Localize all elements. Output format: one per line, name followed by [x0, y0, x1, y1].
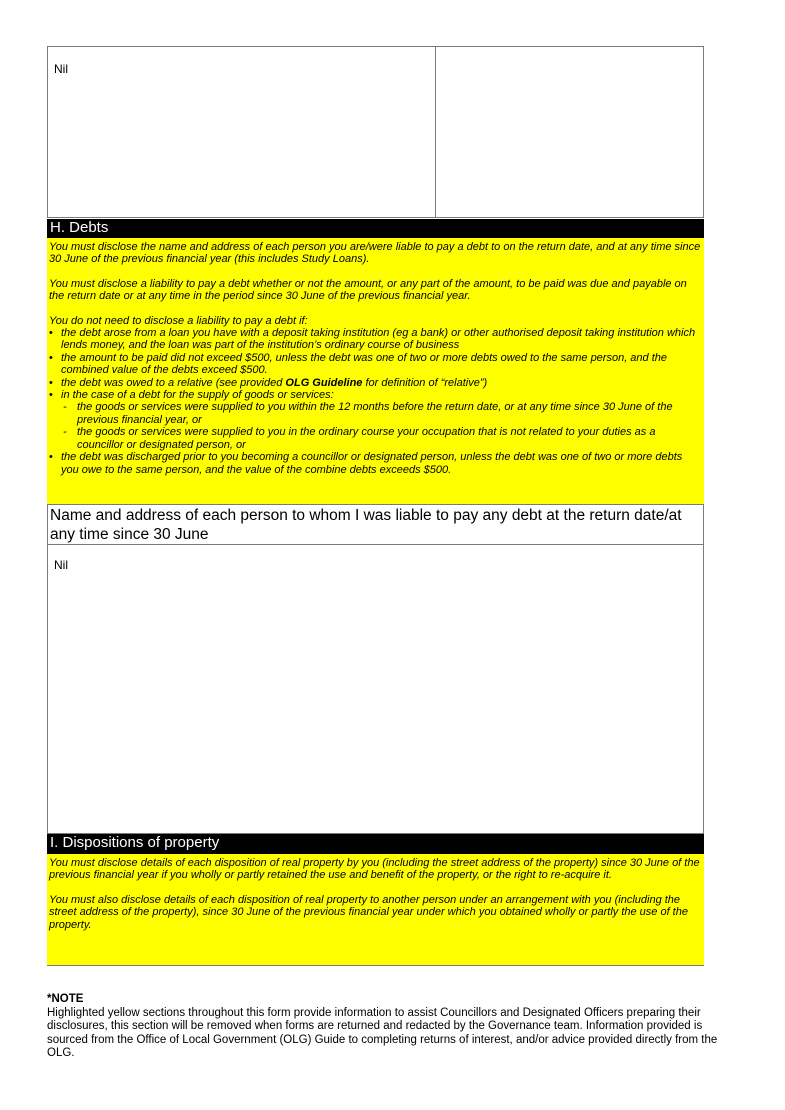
list-item — [49, 377, 702, 389]
sub-list-item — [49, 426, 702, 451]
list-item — [49, 327, 702, 352]
bullet-text: the amount to be paid did not exceed $500, unless the debt was one of two or more debts owed to the same person, and the combined value of the debts exceed $500. — [61, 351, 668, 377]
section-i-header — [47, 834, 704, 854]
list-item — [49, 389, 702, 401]
section-h-guidance — [47, 238, 704, 504]
section-i-title: I. Dispositions of property — [50, 834, 220, 851]
dash-text: the goods or services were supplied to you within the 12 months before the return date, or at any time since 30 June of the previous financial year, or — [77, 401, 673, 426]
top-left-cell — [47, 46, 436, 218]
list-item — [49, 352, 702, 377]
guidance-para-2: You must disclose a liability to pay a debt whether or not the amount, or any part of the amount, to be paid was due and payable on the return date or at any time in the period since 30 June of the previous financial year. — [49, 277, 687, 303]
top-left-value: Nil — [54, 62, 68, 76]
olg-guideline-emphasis: OLG Guideline — [285, 376, 363, 389]
debts-answer-field[interactable] — [47, 544, 704, 834]
guidance-intro: You do not need to disclose a liability to pay a debt if: — [49, 314, 308, 327]
bullet-marker: • — [49, 327, 53, 340]
bullet-marker: • — [49, 376, 53, 389]
section-i-guidance — [47, 854, 704, 965]
top-right-cell — [435, 46, 704, 218]
section-i-bottom-border — [47, 965, 704, 966]
guidance-para-1: You must disclose the name and address of each person you are/were liable to pay a debt to on the return date, and at any time since 30 June of the previous financial year (this includes Study Loans). — [49, 241, 701, 266]
bullet-text-post: for definition of “relative”) — [362, 376, 488, 389]
bullet-text-pre: the debt was owed to a relative (see provided — [61, 376, 286, 389]
note-heading: *NOTE — [47, 993, 84, 1005]
guidance-para-1: You must disclose details of each disposition of real property by you (including the street address of the property) since 30 June of the previous financial year if you wholly or partly retained the use and benefit of the property, or the right to re-acquire it. — [49, 857, 700, 882]
bullet-marker: • — [49, 351, 53, 364]
section-h-header — [47, 219, 704, 238]
section-h-title: H. Debts — [50, 219, 109, 236]
dash-marker: - — [63, 401, 67, 414]
bullet-text: the debt arose from a loan you have with a deposit taking institution (eg a bank) or other authorised deposit taking institution which lends money, and the loan was part of the institution’s ordinary course of business — [61, 327, 696, 352]
guidance-para-2: You must also disclose details of each disposition of real property to another person under an arrangement with you (including the street address of the property), since 30 June of the previous financial year under which you obtained wholly or partly the use of the property. — [49, 893, 688, 931]
debts-question-header — [47, 504, 704, 545]
debts-answer-value: Nil — [54, 558, 68, 572]
bullet-text: in the case of a debt for the supply of goods or services: — [61, 389, 334, 402]
list-item — [49, 451, 702, 476]
dash-marker: - — [63, 426, 67, 439]
note-block — [47, 993, 737, 1061]
bullet-text — [61, 377, 487, 389]
bullet-marker: • — [49, 389, 53, 402]
bullet-marker: • — [49, 451, 53, 464]
dash-text: the goods or services were supplied to you in the ordinary course your occupation that is not related to your duties as a councillor or designated person, or — [77, 426, 656, 451]
debts-question-label: Name and address of each person to whom I was liable to pay any debt at the return date/at any time since 30 June — [50, 507, 682, 543]
bullet-text: the debt was discharged prior to you becoming a councillor or designated person, unless the debt was one of two or more debts you owe to the same person, and the value of the combine debts exceeds $500. — [61, 451, 683, 476]
sub-list-item — [49, 401, 702, 426]
note-text: Highlighted yellow sections throughout this form provide information to assist Councillors and Designated Officers preparing their disclosures, this section will be removed when forms are returned and redacted by the Governance team. Information provided is sourced from the Office of Local Government (OLG) Guide to completing returns of interest, and/or advice provided directly from the OLG. — [47, 1006, 718, 1059]
